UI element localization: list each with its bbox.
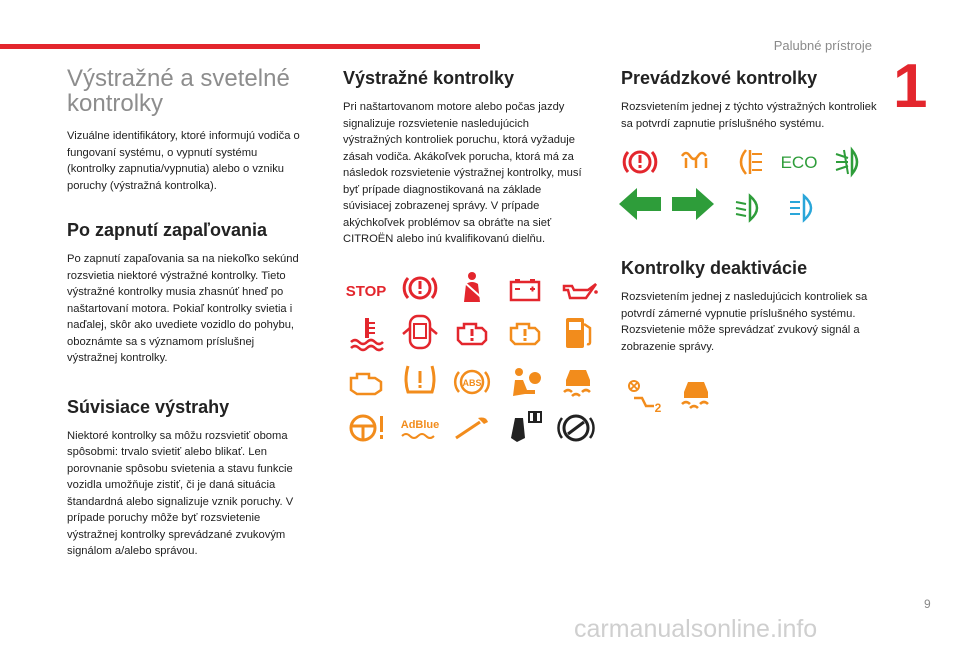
abs-icon [452,364,492,400]
header-title: Palubné prístroje [773,38,872,53]
ignition-text: Po zapnutí zapaľovania sa na niekoľko sekúnd rozsvietia niektoré výstražné kontrolky. Tieto výstražné kontrolky musia zhasnúť hneď po naštartovaní motora. Pokiaľ kontrolky svietia i naďalej, skôr ako uvediete vozidlo do pohybu, oboznámte sa s významom príslušnej výstražnej kontrolky. [67,253,299,364]
related-warnings-heading: Súvisiace výstrahy [67,396,230,417]
left-indicator-icon [617,184,663,224]
fuel-low-icon [558,314,598,350]
airbag-icon [505,364,545,400]
oil-pressure-icon [560,272,600,308]
door-open-icon [400,314,440,350]
brake-hold-green-icon [620,144,660,180]
operational-lamps-text: Rozsvietením jednej z týchto výstražných kontroliek sa potvrdí zapnutie príslušného systému. [621,101,877,130]
eco-label: ECO [780,153,818,172]
page-number: 9 [924,597,931,611]
rear-fog-icon [728,144,768,180]
ignition-heading: Po zapnutí zapaľovania [67,220,267,240]
coolant-temperature-icon [347,316,387,352]
adblue-icon [398,412,442,448]
glow-plug-icon [676,144,716,180]
chapter-number: 1 [893,52,928,121]
header-red-bar [0,44,480,49]
front-fog-icon [830,144,870,180]
battery-icon [505,272,545,308]
svg-text:2: 2 [654,401,662,414]
operational-lamps-heading: Prevádzkové kontrolky [621,68,818,88]
lane-assist-off-icon [556,410,596,446]
deactivation-lamps-text: Rozsvietením jednej z nasledujúcich kontroliek sa potvrdí zámerné vypnutie príslušného systému. Rozsvietenie môže sprevádzať zvukový signál a zobrazenie správy. [621,291,868,353]
esp-off-icon [676,376,716,412]
adblue-label: AdBlue [400,419,440,431]
service-wrench-icon [452,410,492,446]
watermark: carmanualsonline.info [574,615,818,643]
passenger-airbag-off-icon [624,378,664,414]
column-operational-lamps [621,66,881,132]
warning-lamps-text: Pri naštartovanom motore alebo počas jazdy signalizuje rozsvietenie nasledujúcich výstražných kontroliek poruchu, ktorá vyžaduje zásah vodiča. Akákoľvek porucha, ktorá má za následok rozsvietenie výstražnej kontrolky, musí byť prípade diagnostikovaná na základe súvisiacej zobrazenej správy. V prípade akýchkoľvek problémov sa obráťte na sieť CITROËN alebo inú kvalifikovanú dielňu. [343,101,582,245]
abs-label: ABS [462,378,482,388]
intro-text: Vizuálne identifikátory, ktoré informujú vodiča o fungovaní systému, o vypnutí systému (kontrolky zapnutia/vypnutia) alebo o vzniku poruchy (výstražná kontrolka). [67,130,300,192]
right-indicator-icon [670,184,716,224]
engine-fault-red-icon [452,316,492,352]
deactivation-lamps-heading: Kontrolky deaktivácie [621,258,808,278]
foot-on-brake-icon [505,408,545,444]
tyre-pressure-icon [400,362,440,398]
brake-warning-icon [400,270,440,306]
engine-check-icon [347,364,387,400]
main-beam-icon [784,190,824,226]
column-warning-lamps [343,66,583,248]
eco-icon [776,144,822,180]
steering-fault-icon [347,410,387,446]
dipped-beam-icon [730,190,770,226]
warning-lamps-heading: Výstražné kontrolky [343,68,515,88]
engine-fault-orange-icon [505,316,545,352]
page-title: Výstražné a svetelné kontrolky [67,65,290,117]
seatbelt-icon [452,270,492,306]
column-deactivation-lamps [621,258,881,355]
stop-icon [345,272,387,308]
stop-label: STOP [345,283,387,300]
column-intro [67,66,307,560]
esp-icon [558,364,598,400]
related-warnings-text: Niektoré kontrolky sa môžu rozsvietiť oboma spôsobmi: trvalo svietiť alebo blikať. Len porovnanie spôsobu svietenia a stavu funkcie vozidla umožňuje zistiť, či je daná situácia štandardná alebo signalizuje vznik poruchy. V prípade poruchy môže byť rozsvietenie výstražnej kontrolky sprevádzané zvukovým signálom a/alebo správou. [67,429,294,557]
